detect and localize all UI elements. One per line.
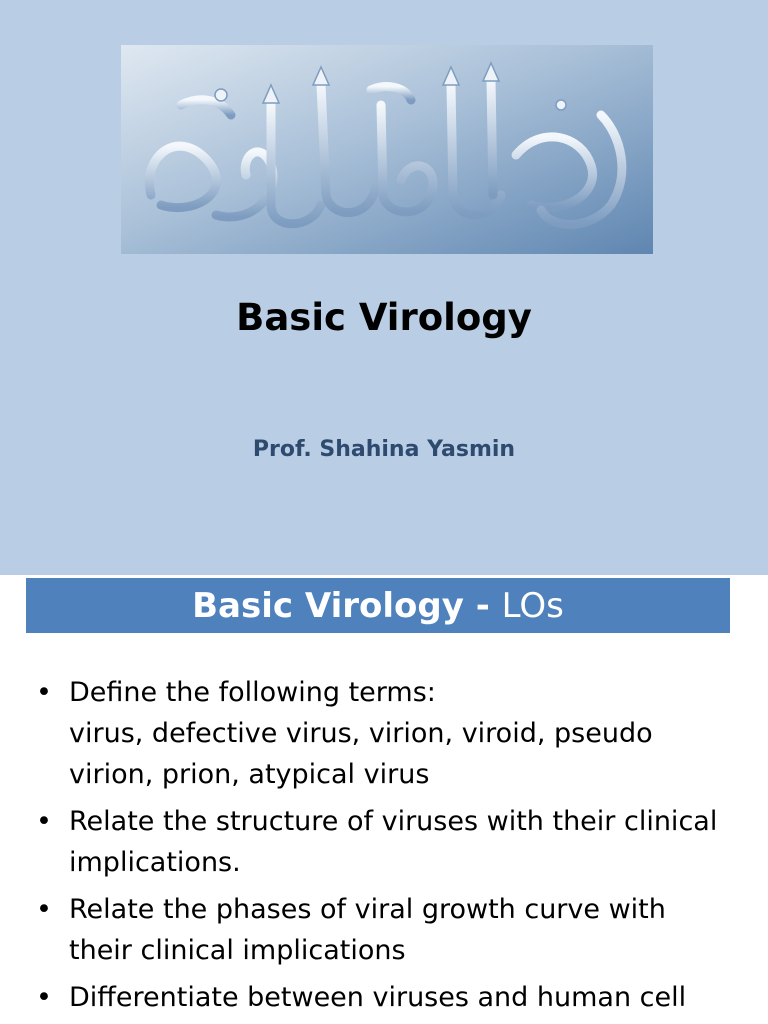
- bullet-icon: •: [36, 894, 52, 925]
- bullet-icon: •: [36, 982, 52, 1013]
- bullet-line: implications.: [69, 847, 241, 878]
- objectives-list: [36, 672, 746, 1024]
- bullet-line: Relate the structure of viruses with their clinical: [69, 806, 718, 837]
- bullet-line: virus, defective virus, virion, viroid, pseudo: [69, 718, 653, 749]
- slide-title: Basic Virology: [236, 296, 532, 339]
- bullet-line: Relate the phases of viral growth curve with: [69, 894, 666, 925]
- bullet-icon: •: [36, 677, 52, 708]
- list-item: [36, 977, 746, 1018]
- list-item: [36, 801, 746, 883]
- slide-header-bar: [26, 578, 730, 633]
- bullet-line: Differentiate between viruses and human cell: [69, 982, 687, 1013]
- bullet-line: their clinical implications: [69, 935, 406, 966]
- objectives-slide: [0, 575, 768, 1024]
- header-title-bold: Basic Virology -: [192, 585, 502, 626]
- bullet-line: Define the following terms:: [69, 677, 436, 708]
- presenter-name: Prof. Shahina Yasmin: [252, 437, 516, 462]
- calligraphy-image: [121, 45, 653, 254]
- header-title-suffix: LOs: [501, 585, 564, 626]
- list-item: [36, 672, 746, 795]
- bullet-icon: •: [36, 806, 52, 837]
- bullet-line: virion, prion, atypical virus: [69, 759, 430, 790]
- list-item: [36, 889, 746, 971]
